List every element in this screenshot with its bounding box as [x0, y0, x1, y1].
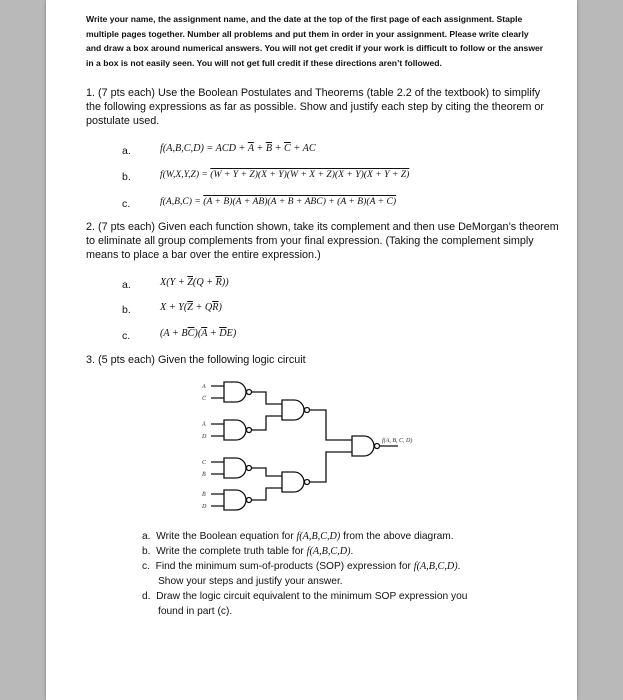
and-gate-2 — [224, 420, 246, 440]
input-label-6: B̄ — [202, 472, 206, 478]
question-1-text: 1. (7 pts each) Use the Boolean Postulates and Theorems (table 2.2 of the textbook) to simplify the following expressions as far as possible. Show and justify each step by citing the theorem or postulate used. — [86, 87, 544, 128]
q1-item-c-label: c. — [122, 198, 131, 210]
input-label-8: D — [202, 504, 207, 510]
q2-item-b-expression: $X + Y(\overline{Z} + Q\overline{R})$ — [160, 302, 222, 313]
logic-circuit-diagram — [46, 374, 577, 534]
nand-gate-6 — [282, 472, 304, 492]
document-page — [46, 0, 577, 700]
input-label-5: C — [202, 460, 207, 466]
q1-item-a-expression: f(A,B,C,D) = ACD + $\overline{A} + \overline{B} + \overline{C}$ + AC — [160, 143, 316, 154]
instructions-paragraph: Write your name, the assignment name, and the date at the top of the first page of each assignment. Staple multiple pages together. Number all problems and put them in order in your assignment. Please write clearly and draw a box around numerical answers. You will not get credit if your work is difficult to follow or the answer in a box is not easily seen. You will not get full credit if these directions aren’t followed. — [86, 14, 544, 68]
and-gate-4 — [224, 490, 246, 510]
input-label-7: B̄ — [202, 492, 206, 498]
q2-item-c-label: c. — [122, 330, 131, 342]
q3-part-a: a. Write the Boolean equation for f(A,B,C,D) from the above diagram. — [142, 531, 454, 542]
nand-gate-5 — [282, 400, 304, 420]
q2-item-b-label: b. — [122, 304, 131, 316]
question-2-text: 2. (7 pts each) Given each function shown, take its complement and then use DeMorgan’s theorem to eliminate all group complements from your final expression. (Taking the complement simply means to place a bar over the entire expression.) — [86, 221, 559, 262]
q3-part-d: d. Draw the logic circuit equivalent to the minimum SOP expression you — [142, 591, 468, 602]
and-gate-1 — [224, 382, 246, 402]
nand-gate-output — [352, 436, 374, 456]
q2-item-a-expression: $X(Y + \overline{Z}(Q + \overline{R}))$ — [160, 277, 229, 288]
q3-part-c-line2: Show your steps and justify your answer. — [158, 576, 343, 587]
q3-part-d-line2: found in part (c). — [158, 606, 233, 617]
q3-part-c: c. Find the minimum sum-of-products (SOP) expression for f(A,B,C,D). — [142, 561, 461, 572]
q2-item-a-label: a. — [122, 279, 131, 291]
q3-part-b: b. Write the complete truth table for f(A,B,C,D). — [142, 546, 354, 557]
input-label-3: Ā — [202, 422, 206, 428]
and-gate-3 — [224, 458, 246, 478]
q1-item-b-expression: f(W,X,Y,Z) = (W + Y + Z)(X + Y)(W + X + Z)(X + Y)(X + Y + Z) — [160, 169, 410, 180]
input-label-2: C̄ — [202, 396, 207, 402]
input-label-1: A — [202, 384, 206, 390]
q1-item-b-label: b. — [122, 171, 131, 183]
q1-item-c-expression: f(A,B,C) = (A + B)(A + AB)(A + B + ABC) + (A + B)(A + C) — [160, 196, 397, 207]
question-3-text: 3. (5 pts each) Given the following logic circuit — [86, 354, 306, 366]
q1-item-a-label: a. — [122, 145, 131, 157]
q2-item-c-expression: $(A + B\overline{C})(\overline{A} + \overline{D}E)$ — [160, 328, 237, 339]
input-label-4: D — [202, 434, 207, 440]
output-label: f(A, B, C, D) — [382, 438, 413, 444]
